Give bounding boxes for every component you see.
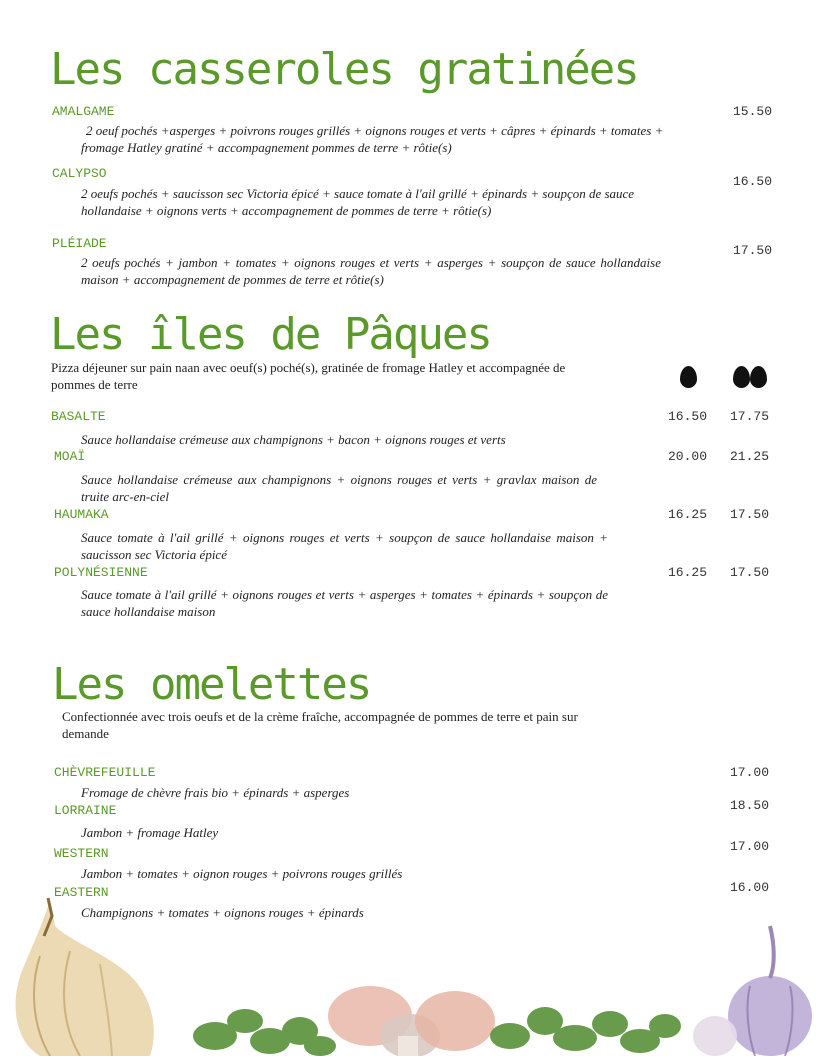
vegetables-illustration xyxy=(0,896,816,1056)
item-desc-haumaka: Sauce tomate à l'ail grillé + oignons rouges et verts + soupçon de sauce hollandaise maison + saucisson sec Victoria épicé xyxy=(81,530,608,562)
item-name-lorraine: LORRAINE xyxy=(54,803,117,818)
item-desc-chevrefeuille: Fromage de chèvre frais bio + épinards + asperges xyxy=(81,785,350,800)
item-price-chevrefeuille: 17.00 xyxy=(730,765,770,780)
item-price-eastern: 16.00 xyxy=(730,880,770,895)
item-price1-haumaka: 16.25 xyxy=(668,507,708,522)
parsley-icon xyxy=(193,1009,336,1056)
item-desc-western: Jambon + tomates + oignon rouges + poivrons rouges grillés xyxy=(81,866,403,881)
item-name-eastern: EASTERN xyxy=(54,885,109,900)
two-eggs-icon-left xyxy=(733,366,750,388)
item-price2-haumaka: 17.50 xyxy=(730,507,770,522)
section-title-omelettes: Les omelettes xyxy=(52,659,371,710)
item-desc-pleiade: 2 oeufs pochés + jambon + tomates + oignons rouges et verts + asperges + soupçon de sauce hollandaise maison + accompagnement de pommes de terre et rôtie(s) xyxy=(81,255,661,287)
item-price-amalgame: 15.50 xyxy=(733,104,773,119)
item-name-moai: MOAÏ xyxy=(54,449,86,464)
item-name-amalgame: AMALGAME xyxy=(52,104,115,119)
cilantro-icon xyxy=(490,1007,681,1053)
item-desc-calypso: 2 oeufs pochés + saucisson sec Victoria épicé + sauce tomate à l'ail grillé + épinards + soupçon de sauce hollandaise + oignons verts + accompagnement de pommes de terre + rôtie(s) xyxy=(81,186,635,218)
item-price2-moai: 21.25 xyxy=(730,449,770,464)
mushroom-icon xyxy=(328,986,495,1056)
section-title-casseroles: Les casseroles gratinées xyxy=(50,44,638,95)
item-desc-polynesienne: Sauce tomate à l'ail grillé + oignons rouges et verts + asperges + tomates + épinards + soupçon de sauce hollandaise maison xyxy=(81,587,608,619)
garlic-icon xyxy=(693,926,812,1056)
section-title-iles: Les îles de Pâques xyxy=(50,309,491,360)
item-price-lorraine: 18.50 xyxy=(730,798,770,813)
item-price-calypso: 16.50 xyxy=(733,174,773,189)
item-desc-basalte: Sauce hollandaise crémeuse aux champignons + bacon + oignons rouges et verts xyxy=(81,432,506,447)
item-name-calypso: CALYPSO xyxy=(52,166,107,181)
item-desc-eastern: Champignons + tomates + oignons rouges + épinards xyxy=(81,905,364,920)
item-desc-moai: Sauce hollandaise crémeuse aux champignons + oignons rouges et verts + gravlax maison de truite arc-en-ciel xyxy=(81,472,597,504)
item-name-pleiade: PLÉIADE xyxy=(52,236,107,251)
item-name-polynesienne: POLYNÉSIENNE xyxy=(54,565,148,580)
item-name-western: WESTERN xyxy=(54,846,109,861)
section-intro-omelettes: Confectionnée avec trois oeufs et de la crème fraîche, accompagnée de pommes de terre et pain sur demande xyxy=(62,709,578,741)
one-egg-icon xyxy=(680,366,697,388)
item-name-chevrefeuille: CHÈVREFEUILLE xyxy=(54,765,156,780)
item-price2-polynesienne: 17.50 xyxy=(730,565,770,580)
item-price1-moai: 20.00 xyxy=(668,449,708,464)
section-intro-iles: Pizza déjeuner sur pain naan avec oeuf(s) poché(s), gratinée de fromage Hatley et accompagnée de pommes de terre xyxy=(51,360,566,392)
item-name-basalte: BASALTE xyxy=(51,409,106,424)
item-price-pleiade: 17.50 xyxy=(733,243,773,258)
item-price1-basalte: 16.50 xyxy=(668,409,708,424)
item-price-western: 17.00 xyxy=(730,839,770,854)
item-price1-polynesienne: 16.25 xyxy=(668,565,708,580)
item-price2-basalte: 17.75 xyxy=(730,409,770,424)
item-desc-lorraine: Jambon + fromage Hatley xyxy=(81,825,219,840)
onion-icon xyxy=(16,898,154,1056)
item-desc-amalgame: 2 oeuf pochés +asperges + poivrons rouges grillés + oignons rouges et verts + câpres + épinards + tomates + fromage Hatley gratiné + accompagnement pommes de terre + rôtie(s) xyxy=(81,123,664,155)
item-name-haumaka: HAUMAKA xyxy=(54,507,109,522)
two-eggs-icon-right xyxy=(750,366,767,388)
